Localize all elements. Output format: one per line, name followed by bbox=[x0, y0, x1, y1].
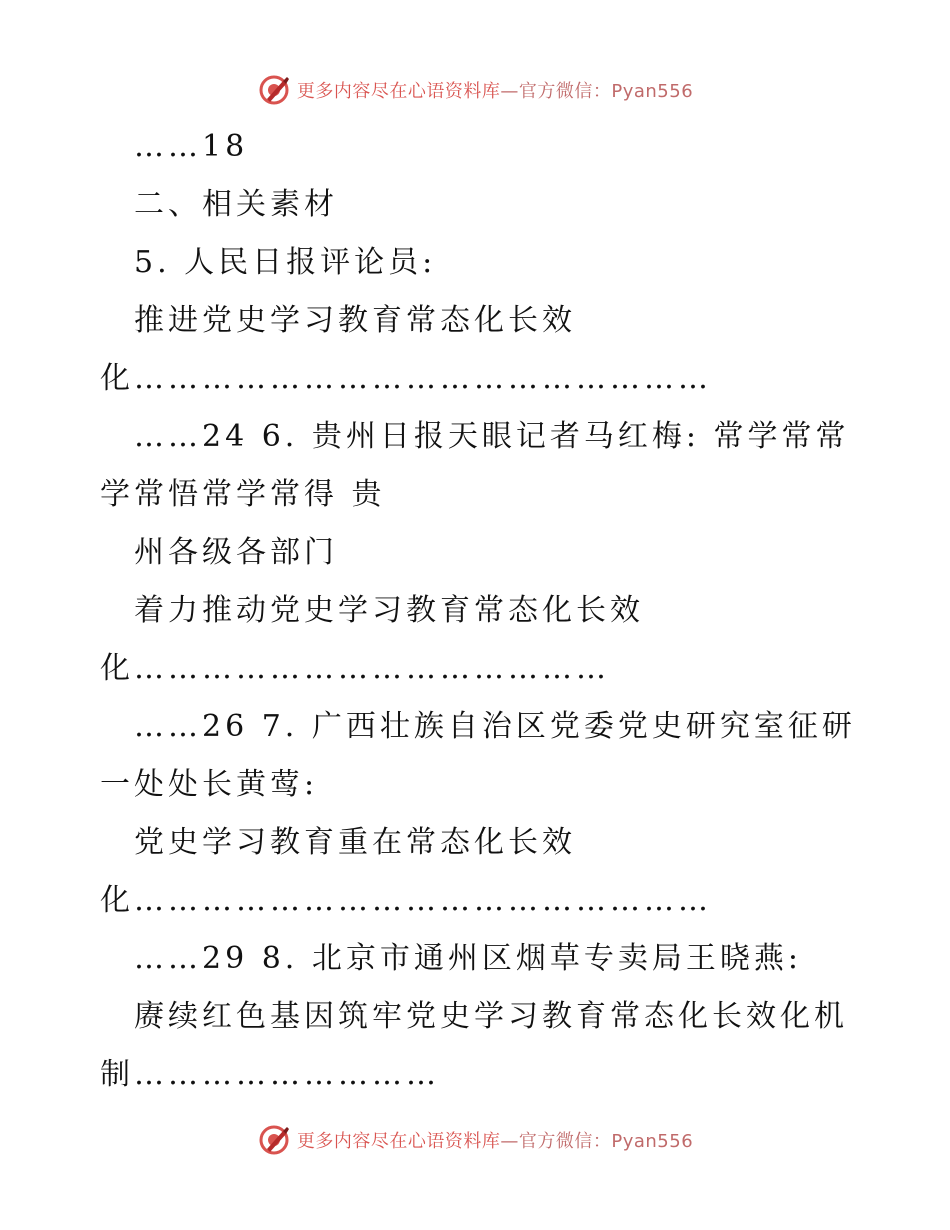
watermark-main: 更多内容尽在心语资料库 bbox=[296, 1131, 501, 1152]
header-watermark bbox=[0, 70, 950, 110]
toc-line: ……26 7. 广西壮族自治区党委党史研究室征研 bbox=[134, 709, 856, 744]
toc-line: 化…………………………………………… bbox=[100, 883, 712, 918]
pen-logo-icon bbox=[257, 73, 291, 107]
watermark-sub: —官方微信：Pyan556 bbox=[500, 81, 694, 102]
toc-line: 着力推动党史学习教育常态化长效 bbox=[134, 593, 644, 628]
watermark-main: 更多内容尽在心语资料库 bbox=[296, 81, 501, 102]
watermark-sub: —官方微信：Pyan556 bbox=[500, 1131, 694, 1152]
toc-line: 学常悟常学常得 贵 bbox=[100, 477, 386, 512]
toc-line: 化…………………………………… bbox=[100, 651, 610, 686]
toc-line: 一处处长黄莺: bbox=[100, 767, 319, 802]
toc-line: 党史学习教育重在常态化长效 bbox=[134, 825, 576, 860]
toc-line: 制……………………… bbox=[100, 1057, 440, 1092]
toc-line: 化…………………………………………… bbox=[100, 361, 712, 396]
watermark-text bbox=[297, 77, 693, 103]
toc-line: 州各级各部门 bbox=[134, 535, 338, 570]
toc-line: 5. 人民日报评论员: bbox=[134, 245, 437, 280]
toc-line: ……18 bbox=[134, 129, 249, 164]
toc-line: 推进党史学习教育常态化长效 bbox=[134, 303, 576, 338]
toc-line: ……24 6. 贵州日报天眼记者马红梅: 常学常常 bbox=[134, 419, 850, 454]
footer-watermark bbox=[0, 1120, 950, 1160]
pen-logo-icon bbox=[257, 1123, 291, 1157]
toc-line: ……29 8. 北京市通州区烟草专卖局王晓燕: bbox=[134, 941, 802, 976]
toc-line: 赓续红色基因筑牢党史学习教育常态化长效化机 bbox=[134, 999, 848, 1034]
section-heading: 二、相关素材 bbox=[134, 187, 338, 222]
watermark-text bbox=[297, 1127, 693, 1153]
